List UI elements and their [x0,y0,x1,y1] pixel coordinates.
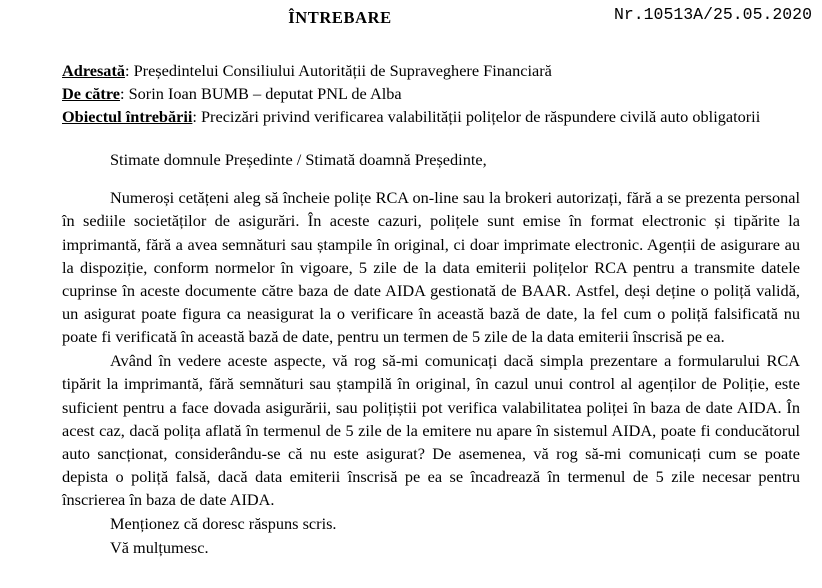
meta-addressed-value: : Președintelui Consiliului Autorității de Supraveghere Financiară [125,61,552,80]
document-header [0,0,822,40]
meta-subject [62,106,800,128]
paragraph: Numeroși cetățeni aleg să încheie polițe RCA on-line sau la brokeri autorizați, fără a se prezenta personal în sediile societăților de asigurări. În aceste cazuri, polițele sunt emise în format electronic și tipărite la imprimantă, fără a avea semnături sau ștampile în original, ci doar imprimate electronic. Agenții de asigurare au la dispoziție, conform normelor în vigoare, 5 zile de la data emiterii polițelor RCA pentru a transmite datele cuprinse în aceste documente către baza de date AIDA gestionată de BAAR. Astfel, deși deține o poliță validă, un asigurat poate figura ca neasigurat la o verificare în această bază de date, la fel cum o poliță falsificată nu poate fi verificată în această bază de date, pentru un termen de 5 zile de la data emiterii înscrisă pe ea. [62,188,800,347]
document-body [0,186,822,559]
document-meta [0,60,822,128]
meta-from [62,83,800,105]
meta-subject-value: : Precizări privind verificarea valabilității polițelor de răspundere civilă auto obligatorii [192,107,761,126]
meta-from-label: De către [62,84,121,103]
meta-addressed-label: Adresată [62,61,126,80]
meta-subject-label: Obiectul întrebării [62,107,193,126]
page-title: ÎNTREBARE [288,8,392,27]
meta-addressed [62,60,800,82]
meta-from-value: : Sorin Ioan BUMB – deputat PNL de Alba [120,84,402,103]
closing-line: Vă mulțumesc. [110,538,209,558]
paragraph: Având în vedere aceste aspecte, vă rog să-mi comunicați dacă simpla prezentare a formularului RCA tipărit la imprimantă, fără semnături sau ștampilă în original, în cazul unui control al agenților de Poliție, este suficient pentru a face dovada asigurării, sau polițiștii pot verifica valabilitatea poliței în baza de date AIDA. În acest caz, dacă polița aflată în termenul de 5 zile de la emitere nu apare în sistemul AIDA, poate fi conducătorul auto sancționat, considerându-se că nu este asigurat? De asemenea, vă rog să-mi comunicați cum se poate depista o poliță falsă, dacă data emiterii înscrisă pe ea se încadrează în termenul de 5 zile necesar pentru înscrierea în baza de date AIDA. [62,351,800,510]
closing-line: Menționez că doresc răspuns scris. [110,514,337,534]
salutation: Stimate domnule Președinte / Stimată doamnă Președinte, [110,150,487,169]
document-number: Nr.10513A/25.05.2020 [613,5,812,24]
